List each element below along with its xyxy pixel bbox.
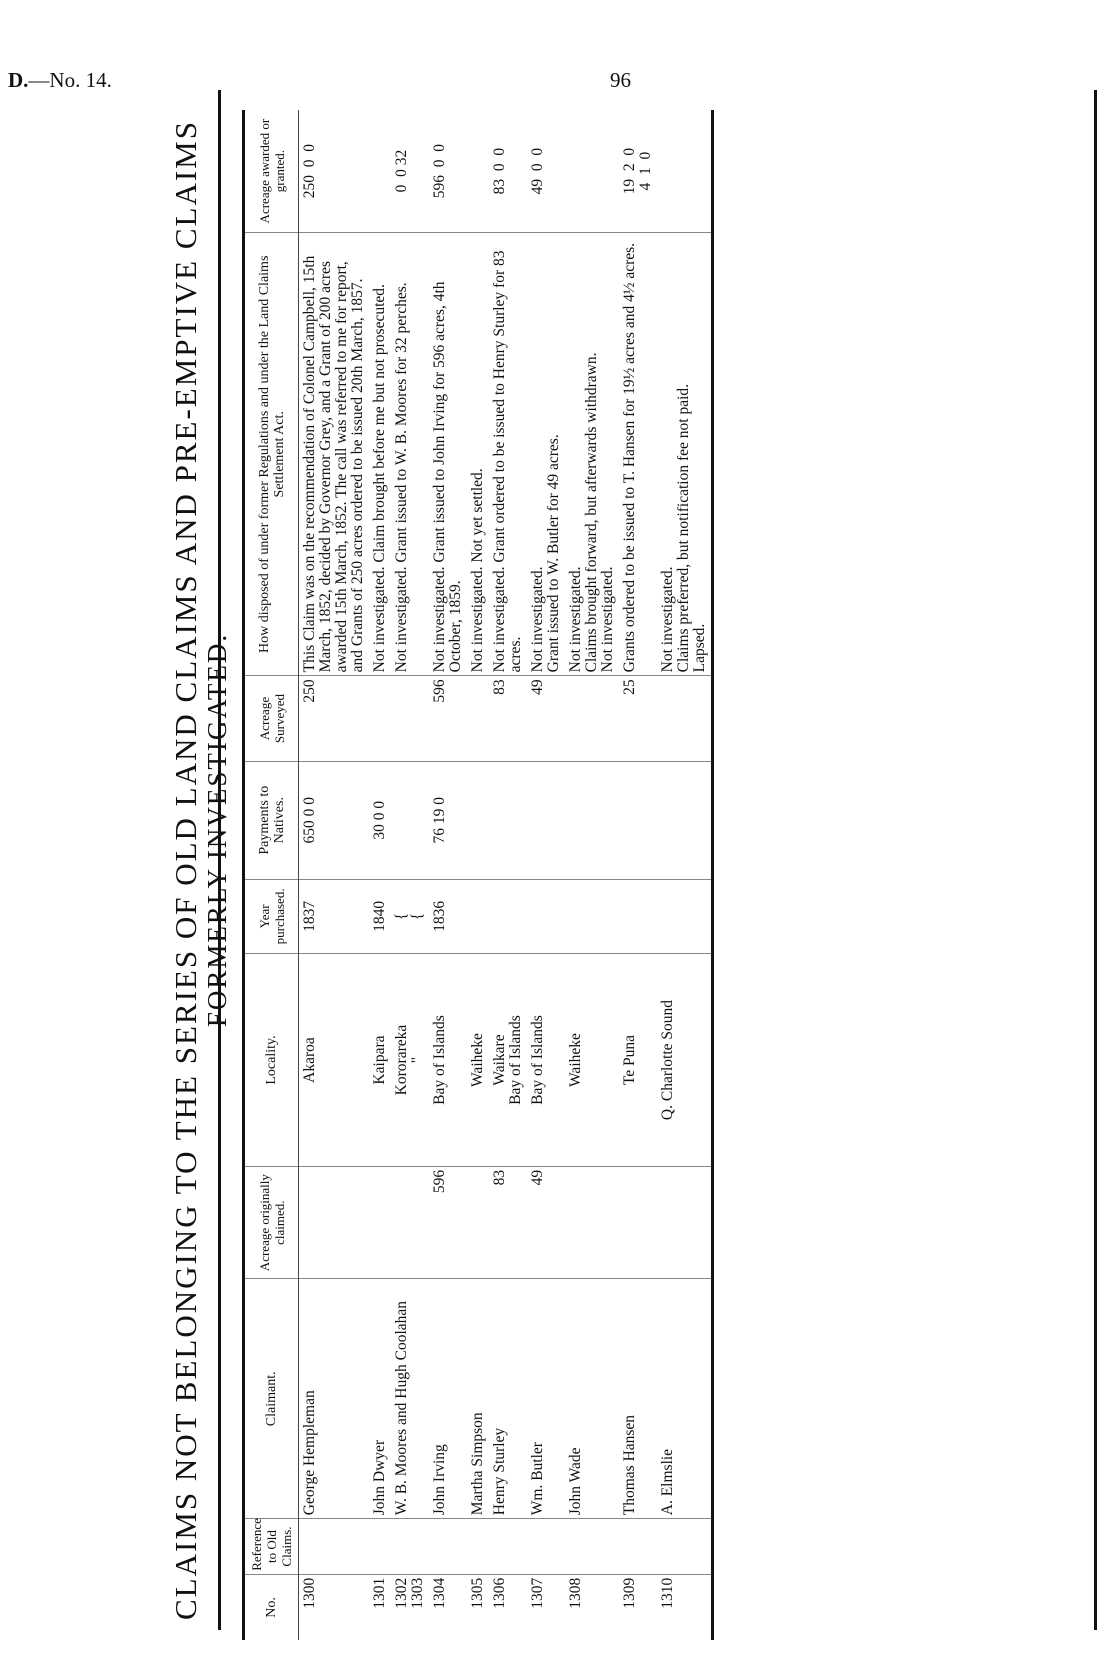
- cell-year: [489, 879, 527, 954]
- cell-acreage-claimed: [369, 1166, 391, 1278]
- table-row: [369, 110, 391, 1640]
- cell-year: [565, 879, 619, 954]
- cell-no: 1301: [371, 1577, 388, 1609]
- cell-acreage-claimed: [619, 1166, 657, 1278]
- cell-awarded: 49 0 0: [527, 110, 565, 233]
- cell-disposed: Not investigated. Grant issued to John Irving for 596 acres, 4th October, 1859.: [429, 233, 467, 676]
- cell-reference: [391, 1519, 429, 1575]
- cell-locality: Waiheke: [565, 954, 619, 1167]
- table-subtitle: FORMERLY INVESTIGATED.: [202, 632, 232, 1028]
- cell-reference: [489, 1519, 527, 1575]
- cell-year: [527, 879, 565, 954]
- cell-disposed: Not investigated. Claims preferred, but notification fee not paid. Lapsed.: [657, 233, 713, 676]
- cell-awarded: 19 2 0 4 1 0: [619, 110, 657, 233]
- cell-surveyed: [565, 676, 619, 761]
- cell-surveyed: 83: [489, 676, 527, 761]
- cell-no: 1309: [621, 1577, 638, 1609]
- cell-awarded: [369, 110, 391, 233]
- cell-no: 1310: [657, 1574, 713, 1640]
- cell-reference: [369, 1519, 391, 1575]
- table-row: [619, 110, 657, 1640]
- cell-year: { {: [391, 879, 429, 954]
- cell-payments: [527, 761, 565, 879]
- cell-claimant: John Irving: [429, 1279, 467, 1519]
- col-header-reference: Reference to Old Claims.: [244, 1519, 299, 1575]
- col-header-claimant: Claimant.: [244, 1279, 299, 1519]
- cell-claimant: Henry Sturley: [489, 1279, 527, 1519]
- cell-awarded: 250 0 0: [299, 110, 370, 233]
- cell-no: 1305: [469, 1577, 486, 1609]
- cell-payments: [467, 761, 489, 879]
- cell-acreage-claimed: 83: [489, 1166, 527, 1278]
- cell-surveyed: 250: [299, 676, 370, 761]
- table-row: [467, 110, 489, 1640]
- cell-awarded: 83 0 0: [489, 110, 527, 233]
- cell-no: 1302 1303: [393, 1577, 426, 1609]
- cell-locality: Kororareka ": [391, 954, 429, 1167]
- cell-awarded: [565, 110, 619, 233]
- cell-reference: [467, 1519, 489, 1575]
- cell-locality: Akaroa: [299, 954, 370, 1167]
- cell-claimant: Martha Simpson: [467, 1279, 489, 1519]
- cell-payments: 650 0 0: [299, 761, 370, 879]
- cell-locality: Waiheke: [467, 954, 489, 1167]
- cell-reference: [429, 1519, 467, 1575]
- col-header-locality: Locality.: [244, 954, 299, 1167]
- cell-payments: [391, 761, 429, 879]
- cell-locality: Q. Charlotte Sound: [657, 954, 713, 1167]
- cell-locality: Kaipara: [369, 954, 391, 1167]
- col-header-disposed: How disposed of under former Regulations and under the Land Claims Settlement Act.: [244, 233, 299, 676]
- table-body: [299, 110, 713, 1640]
- cell-locality: Waikare Bay of Islands: [489, 954, 527, 1167]
- cell-year: 1837: [299, 879, 370, 954]
- cell-locality: Bay of Islands: [429, 954, 467, 1167]
- cell-year: 1836: [429, 879, 467, 954]
- cell-surveyed: 596: [429, 676, 467, 761]
- cell-acreage-claimed: [657, 1166, 713, 1278]
- cell-locality: Te Puna: [619, 954, 657, 1167]
- cell-claimant: Thomas Hansen: [619, 1279, 657, 1519]
- cell-no: 1300: [301, 1577, 318, 1609]
- cell-reference: [657, 1519, 713, 1575]
- cell-disposed: Grants ordered to be issued to T. Hansen for 19½ acres and 4½ acres.: [619, 233, 657, 676]
- cell-disposed: Not investigated. Claims brought forward, but afterwards withdrawn. Not investigated.: [565, 233, 619, 676]
- cell-payments: 30 0 0: [369, 761, 391, 879]
- cell-claimant: A. Elmslie: [657, 1279, 713, 1519]
- cell-surveyed: [369, 676, 391, 761]
- table-title: CLAIMS NOT BELONGING TO THE SERIES OF OLD LAND CLAIMS AND PRE-EMPTIVE CLAIMS: [168, 120, 203, 1620]
- cell-acreage-claimed: 596: [429, 1166, 467, 1278]
- table-row: [429, 110, 467, 1640]
- cell-payments: [489, 761, 527, 879]
- table-row: [565, 110, 619, 1640]
- cell-disposed: This Claim was on the recommendation of Colonel Campbell, 15th March, 1852, decided by Governor Grey, and a Grant of 200 acres awarded 15th March, 1852. The call was referred to me for report, and Grants of 250 acres ordered to be issued 20th March, 1857.: [299, 233, 370, 676]
- cell-awarded: 596 0 0: [429, 110, 467, 233]
- table-row: [527, 110, 565, 1640]
- cell-claimant: John Wade: [565, 1279, 619, 1519]
- cell-claimant: George Hempleman: [299, 1279, 370, 1519]
- cell-acreage-claimed: [467, 1166, 489, 1278]
- cell-year: [657, 879, 713, 954]
- cell-reference: [565, 1519, 619, 1575]
- cell-payments: [619, 761, 657, 879]
- cell-no: 1304: [431, 1577, 448, 1609]
- col-header-surveyed: Acreage Surveyed: [244, 676, 299, 761]
- cell-disposed: Not investigated. Grant ordered to be issued to Henry Sturley for 83 acres.: [489, 233, 527, 676]
- cell-no: 1308: [567, 1577, 584, 1609]
- cell-disposed: Not investigated. Not yet settled.: [467, 233, 489, 676]
- right-margin-rule: [1094, 90, 1097, 1630]
- table-row: [391, 110, 429, 1640]
- cell-claimant: John Dwyer: [369, 1279, 391, 1519]
- cell-claimant: Wm. Butler: [527, 1279, 565, 1519]
- cell-acreage-claimed: 49: [527, 1166, 565, 1278]
- col-header-no: No.: [244, 1574, 299, 1640]
- col-header-acreage-claimed: Acreage originally claimed.: [244, 1166, 299, 1278]
- cell-payments: 76 19 0: [429, 761, 467, 879]
- cell-year: [619, 879, 657, 954]
- table-row: [489, 110, 527, 1640]
- cell-disposed: Not investigated. Claim brought before me but not prosecuted.: [369, 233, 391, 676]
- cell-surveyed: 49: [527, 676, 565, 761]
- col-header-awarded: Acreage awarded or granted.: [244, 110, 299, 233]
- cell-no: 1306: [491, 1577, 508, 1609]
- cell-year: [467, 879, 489, 954]
- col-header-payments: Payments to Natives.: [244, 761, 299, 879]
- cell-reference: [619, 1519, 657, 1575]
- cell-locality: Bay of Islands: [527, 954, 565, 1167]
- cell-reference: [527, 1519, 565, 1575]
- cell-disposed: Not investigated. Grant issued to W. B. Moores for 32 perches.: [391, 233, 429, 676]
- cell-surveyed: 25: [619, 676, 657, 761]
- rotated-table-area: [170, 100, 1070, 1640]
- cell-awarded: [467, 110, 489, 233]
- cell-surveyed: [391, 676, 429, 761]
- cell-awarded: 0 0 32: [391, 110, 429, 233]
- table-row: [299, 110, 370, 1640]
- claims-table: [242, 110, 714, 1640]
- page-number: 96: [610, 68, 631, 92]
- cell-payments: [657, 761, 713, 879]
- table-row: [657, 110, 713, 1640]
- page-series-label: D.—No. 14.: [8, 68, 112, 92]
- cell-reference: [299, 1519, 370, 1575]
- cell-surveyed: [467, 676, 489, 761]
- cell-claimant: W. B. Moores and Hugh Coolahan: [391, 1279, 429, 1519]
- cell-awarded: [657, 110, 713, 233]
- cell-acreage-claimed: [565, 1166, 619, 1278]
- cell-disposed: Not investigated. Grant issued to W. Butler for 49 acres.: [527, 233, 565, 676]
- col-header-year: Year purchased.: [244, 879, 299, 954]
- cell-acreage-claimed: [391, 1166, 429, 1278]
- cell-acreage-claimed: [299, 1166, 370, 1278]
- cell-surveyed: [657, 676, 713, 761]
- cell-payments: [565, 761, 619, 879]
- cell-no: 1307: [529, 1577, 546, 1609]
- cell-year: 1840: [369, 879, 391, 954]
